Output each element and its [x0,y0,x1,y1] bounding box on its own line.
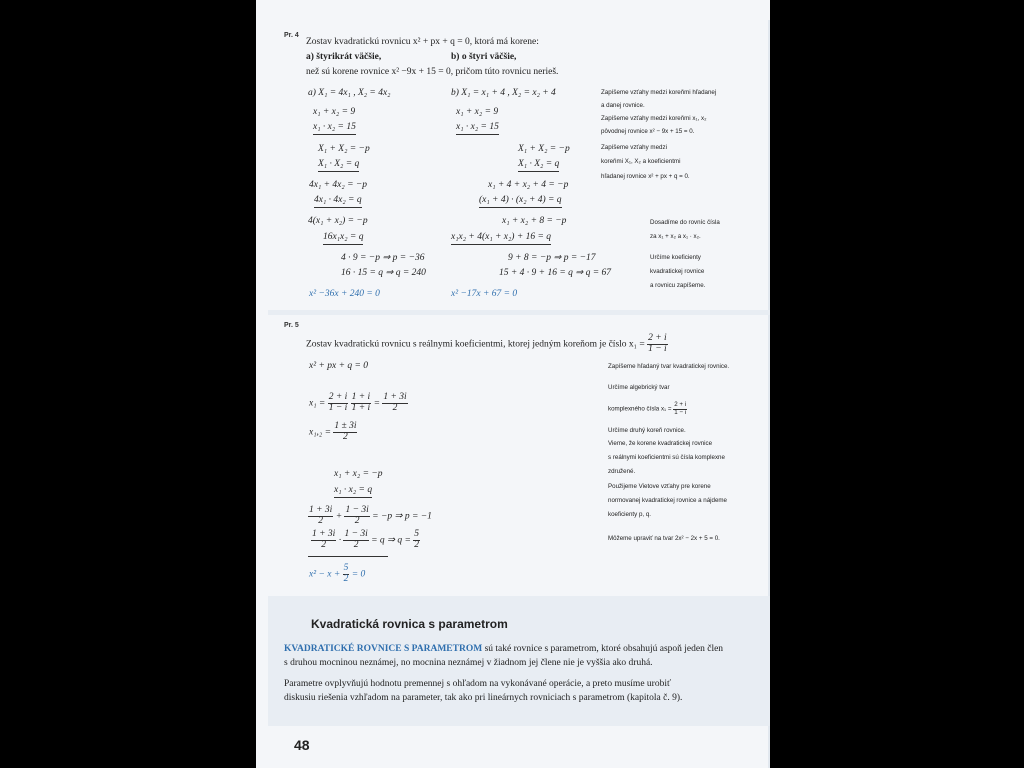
math-line: x₁ = $\frac{2 + i}{1 - i}$ $\frac{1 + i}{1 + i}$ = $\frac{1 + 3i}{2}$ [309,392,407,413]
fraction: $\frac{5}{2}$ [343,563,349,584]
fraction: $\frac{1 \pm 3i}{2}$ [334,421,357,442]
math-line: 9 + 8 = −p ⇒ p = −17 [508,253,596,263]
section-divider [268,310,770,315]
margin-note: pôvodnej rovnice x² − 9x + 15 = 0. [601,128,695,135]
margin-note: Určíme druhý koreň rovnice. [608,427,686,434]
math-line: x₁ + 4 + x₂ + 4 = −p [488,180,569,190]
margin-note: Môžeme upraviť na tvar 2x² − 2x + 5 = 0. [608,535,720,542]
result-equation: x² − x + $\frac{5}{2}$ = 0 [309,563,366,584]
term-highlight: KVADRATICKÉ ROVNICE S PARAMETROM [284,644,483,654]
paragraph: Parametre ovplyvňujú hodnotu premennej s ohľadom na vykonávané operácie, a preto musíme urobiť [284,679,672,689]
fraction: $\frac{1 + 3i}{2}$ [309,505,333,526]
paragraph: s druhou mocninou neznámej, no mocnina neznámej v žiadnom jej člene nie je vyššia ako druhá. [284,658,653,668]
math-line: X₁ + X₂ = −p [518,144,570,154]
margin-note: s reálnymi koeficientmi sú čísla komplexne [608,454,725,461]
math-line: 4x₁ · 4x₂ = q [314,196,362,208]
math-line: X₁ + X₂ = −p [318,144,370,154]
margin-note: Určíme koeficienty [650,254,701,261]
margin-note: združené. [608,468,636,475]
margin-note: komplexného čísla x₁ = $\frac{2 + i}{1 - i}$ [608,401,687,416]
example-label: Pr. 4 [284,32,299,39]
math-line: x₁ + x₂ = 9 [456,107,499,117]
margin-note: za x₁ + x₂ a x₁ · x₂. [650,233,701,240]
margin-note: Zapíšeme vzťahy medzi [601,144,667,151]
task-text: než sú korene rovnice x² −9x + 15 = 0, pričom túto rovnicu nerieš. [306,67,559,77]
margin-note: hľadanej rovnice x² + px + q = 0. [601,173,690,180]
margin-note: Zapíšeme vzťahy medzi koreňmi hľadanej [601,89,717,96]
margin-note: Zapíšeme vzťahy medzi koreňmi x₁, x₂ [601,115,707,122]
margin-note: Použijeme Vietove vzťahy pre korene [608,483,711,490]
result-equation: x² −36x + 240 = 0 [309,289,380,299]
underline [308,556,388,557]
fraction: $\frac{5}{2}$ [414,529,420,550]
math-line: a) X₁ = 4x₁ , X₂ = 4x₂ [308,88,391,98]
margin-note: Zapíšeme hľadaný tvar kvadratickej rovnice. [608,363,730,370]
math-line: x₁ · x₂ = 15 [456,123,499,135]
math-line: x₁,₂ = $\frac{1 \pm 3i}{2}$ [309,421,357,442]
margin-note: a rovnicu zapíšeme. [650,282,706,289]
math-line: X₁ · X₂ = q [318,160,359,172]
margin-note: koeficienty p, q. [608,511,651,518]
fraction: $\frac{1 + 3i}{2}$ [312,529,336,550]
fraction: $\frac{1 + 3i}{2}$ [383,392,407,413]
math-line: b) X₁ = x₁ + 4 , X₂ = x₂ + 4 [451,88,556,98]
math-line: 4(x₁ + x₂) = −p [308,216,368,226]
paragraph: diskusiu riešenia vzhľadom na parameter, tak ako pri lineárnych rovniciach s parametrom (kapitola č. 9). [284,693,683,703]
math-line: $\frac{1 + 3i}{2}$ + $\frac{1 - 3i}{2}$ = −p ⇒ p = −1 [309,505,432,526]
page-number: 48 [294,737,310,753]
math-line: x₁ · x₂ = 15 [313,123,356,135]
fraction: $\frac{2 + i}{1 - i}$ [674,401,687,416]
example-label: Pr. 5 [284,322,299,329]
fraction: $\frac{1 - 3i}{2}$ [345,505,369,526]
margin-note: Vieme, že korene kvadratickej rovnice [608,440,713,447]
math-line: 4x₁ + 4x₂ = −p [309,180,368,190]
math-line: x₁ + x₂ = −p [334,469,383,479]
fraction: $\frac{1 - 3i}{2}$ [344,529,368,550]
task-text: Zostav kvadratickú rovnicu x² + px + q = 0, ktorá má korene: [306,37,539,47]
task-option-b: b) o štyri väčšie, [451,52,517,62]
margin-note: a danej rovnice. [601,102,645,109]
margin-note: Dosadíme do rovníc čísla [650,219,720,226]
math-line: 4 · 9 = −p ⇒ p = −36 [341,253,425,263]
math-line: 16x₁x₂ = q [323,233,363,245]
fraction: $\frac{2 + i}{1 - i}$ [328,392,348,413]
margin-note: kvadratickej rovnice [650,268,705,275]
margin-note: Určíme algebrický tvar [608,384,670,391]
margin-note: normovanej kvadratickej rovnice a nájdeme [608,497,727,504]
section-heading: Kvadratická rovnica s parametrom [311,617,508,631]
math-line: x₁ + x₂ = 9 [313,107,356,117]
math-line: 16 · 15 = q ⇒ q = 240 [341,268,426,278]
margin-note: koreňmi X₁, X₂ a koeficientmi [601,158,681,165]
math-line: 15 + 4 · 9 + 16 = q ⇒ q = 67 [499,268,611,278]
math-line: x₁ · x₂ = q [334,486,372,498]
math-line: $\frac{1 + 3i}{2}$ · $\frac{1 - 3i}{2}$ = q ⇒ q = $\frac{5}{2}$ [312,529,420,550]
math-line: (x₁ + 4) · (x₂ + 4) = q [479,196,562,208]
math-line: x₁x₂ + 4(x₁ + x₂) + 16 = q [451,233,551,245]
fraction: $\frac{1 + i}{1 + i}$ [351,392,371,413]
paragraph: KVADRATICKÉ ROVNICE S PARAMETROM sú také rovnice s parametrom, ktoré obsahujú aspoň jeden člen [284,644,724,654]
math-line: X₁ · X₂ = q [518,160,559,172]
math-line: x₁ + x₂ + 8 = −p [502,216,567,226]
textbook-page [256,0,770,768]
math-line: x² + px + q = 0 [309,361,369,371]
task-option-a: a) štyrikrát väčšie, [306,52,382,62]
fraction: $\frac{2 + i}{1 - i}$ [648,333,667,354]
task-text: Zostav kvadratickú rovnicu s reálnymi koeficientmi, ktorej jedným koreňom je číslo x₁ = $\frac{2 + i}{1 - i}$ [306,333,667,354]
result-equation: x² −17x + 67 = 0 [451,289,518,299]
